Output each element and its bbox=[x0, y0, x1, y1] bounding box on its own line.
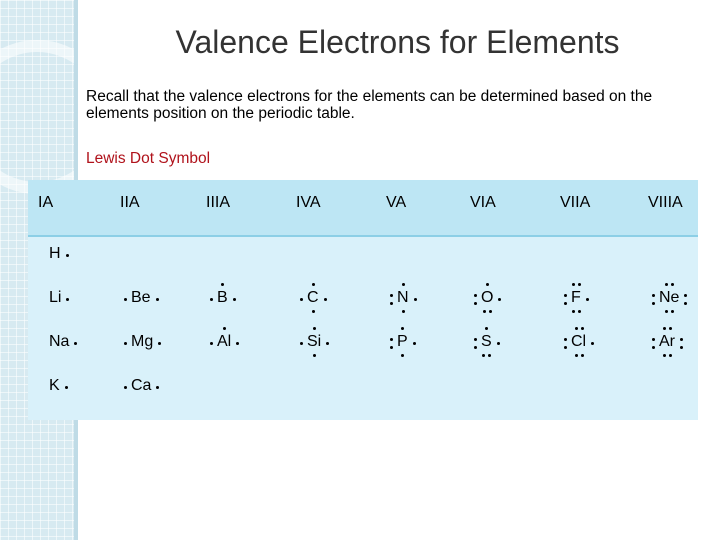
valence-electron-dot bbox=[564, 294, 567, 297]
valence-electron-dot bbox=[402, 283, 405, 286]
section-subhead: Lewis Dot Symbol bbox=[86, 150, 211, 167]
valence-electron-dot bbox=[482, 354, 485, 357]
group-header-via: VIA bbox=[470, 194, 496, 211]
valence-electron-dot bbox=[414, 298, 417, 301]
valence-electron-dot bbox=[488, 354, 491, 357]
slide-title: Valence Electrons for Elements bbox=[175, 24, 620, 60]
valence-electron-dot bbox=[669, 354, 672, 357]
group-header-viiia: VIIIA bbox=[648, 194, 683, 211]
valence-electron-dot bbox=[498, 298, 501, 301]
valence-electron-dot bbox=[390, 346, 393, 349]
valence-electron-dot bbox=[652, 346, 655, 349]
valence-electron-dot bbox=[671, 310, 674, 313]
valence-electron-dot bbox=[684, 302, 687, 305]
group-header-ia: IA bbox=[38, 194, 54, 211]
valence-electron-dot bbox=[489, 310, 492, 313]
element-symbol: Mg bbox=[131, 333, 154, 350]
valence-electron-dot bbox=[66, 298, 69, 301]
valence-electron-dot bbox=[578, 283, 581, 286]
valence-electron-dot bbox=[665, 310, 668, 313]
valence-electron-dot bbox=[474, 302, 477, 305]
valence-electron-dot bbox=[572, 310, 575, 313]
valence-electron-dot bbox=[680, 338, 683, 341]
valence-electron-dot bbox=[233, 298, 236, 301]
group-header-va: VA bbox=[386, 194, 407, 211]
valence-electron-dot bbox=[65, 386, 68, 389]
valence-electron-dot bbox=[665, 283, 668, 286]
valence-electron-dot bbox=[486, 283, 489, 286]
valence-electron-dot bbox=[581, 327, 584, 330]
valence-electron-dot bbox=[669, 327, 672, 330]
element-symbol: H bbox=[49, 245, 61, 262]
element-symbol: S bbox=[481, 333, 492, 350]
element-symbol: Ar bbox=[659, 333, 675, 350]
valence-electron-dot bbox=[572, 283, 575, 286]
valence-electron-dot bbox=[663, 327, 666, 330]
group-header-viia: VIIA bbox=[560, 194, 591, 211]
valence-electron-dot bbox=[591, 342, 594, 345]
valence-electron-dot bbox=[210, 298, 213, 301]
group-header-iva: IVA bbox=[296, 194, 321, 211]
valence-electron-dot bbox=[74, 342, 77, 345]
valence-electron-dot bbox=[652, 302, 655, 305]
valence-electron-dot bbox=[474, 346, 477, 349]
valence-electron-dot bbox=[474, 338, 477, 341]
valence-electron-dot bbox=[300, 342, 303, 345]
valence-electron-dot bbox=[474, 294, 477, 297]
valence-electron-dot bbox=[156, 298, 159, 301]
valence-electron-dot bbox=[402, 310, 405, 313]
valence-electron-dot bbox=[564, 338, 567, 341]
valence-electron-dot bbox=[390, 338, 393, 341]
intro-text: Recall that the valence electrons for the elements can be determined based on the elements position on the periodic table. bbox=[86, 88, 653, 122]
group-header-iiia: IIIA bbox=[206, 194, 231, 211]
valence-electron-dot bbox=[575, 354, 578, 357]
valence-electron-dot bbox=[581, 354, 584, 357]
valence-electron-dot bbox=[66, 254, 69, 257]
element-symbol: Cl bbox=[571, 333, 587, 350]
valence-electron-dot bbox=[663, 354, 666, 357]
element-symbol: O bbox=[481, 289, 494, 306]
valence-electron-dot bbox=[390, 294, 393, 297]
valence-electron-dot bbox=[326, 342, 329, 345]
valence-electron-dot bbox=[223, 327, 226, 330]
valence-electron-dot bbox=[324, 298, 327, 301]
valence-electron-dot bbox=[124, 386, 127, 389]
valence-electron-dot bbox=[485, 327, 488, 330]
valence-electron-dot bbox=[564, 302, 567, 305]
valence-electron-dot bbox=[483, 310, 486, 313]
valence-electron-dot bbox=[578, 310, 581, 313]
valence-electron-dot bbox=[124, 342, 127, 345]
element-symbol: Be bbox=[131, 289, 151, 306]
valence-electron-dot bbox=[586, 298, 589, 301]
group-header-iia: IIA bbox=[120, 194, 140, 211]
valence-electron-dot bbox=[401, 327, 404, 330]
valence-electron-dot bbox=[652, 294, 655, 297]
element-symbol: Ca bbox=[131, 377, 152, 394]
table-header-row bbox=[28, 180, 698, 237]
valence-electron-dot bbox=[680, 346, 683, 349]
valence-electron-dot bbox=[401, 354, 404, 357]
valence-electron-dot bbox=[210, 342, 213, 345]
element-symbol: Si bbox=[307, 333, 322, 350]
valence-electron-dot bbox=[300, 298, 303, 301]
element-symbol: K bbox=[49, 377, 60, 394]
element-symbol: F bbox=[571, 289, 581, 306]
valence-electron-dot bbox=[313, 354, 316, 357]
valence-electron-dot bbox=[564, 346, 567, 349]
valence-electron-dot bbox=[313, 327, 316, 330]
valence-electron-dot bbox=[390, 302, 393, 305]
valence-electron-dot bbox=[575, 327, 578, 330]
valence-electron-dot bbox=[124, 298, 127, 301]
valence-electron-dot bbox=[236, 342, 239, 345]
valence-electron-dot bbox=[413, 342, 416, 345]
valence-electron-dot bbox=[671, 283, 674, 286]
element-symbol: Li bbox=[49, 289, 62, 306]
valence-electron-dot bbox=[684, 294, 687, 297]
valence-electron-dot bbox=[312, 283, 315, 286]
element-symbol: Ne bbox=[659, 289, 680, 306]
element-symbol: N bbox=[397, 289, 409, 306]
valence-electron-dot bbox=[497, 342, 500, 345]
element-symbol: Al bbox=[217, 333, 232, 350]
element-symbol: C bbox=[307, 289, 319, 306]
element-symbol: B bbox=[217, 289, 228, 306]
valence-electron-dot bbox=[312, 310, 315, 313]
element-symbol: Na bbox=[49, 333, 70, 350]
element-symbol: P bbox=[397, 333, 408, 350]
valence-electron-dot bbox=[156, 386, 159, 389]
valence-electron-dot bbox=[221, 283, 224, 286]
valence-electron-dot bbox=[158, 342, 161, 345]
lewis-dot-table bbox=[28, 180, 698, 420]
valence-electron-dot bbox=[652, 338, 655, 341]
